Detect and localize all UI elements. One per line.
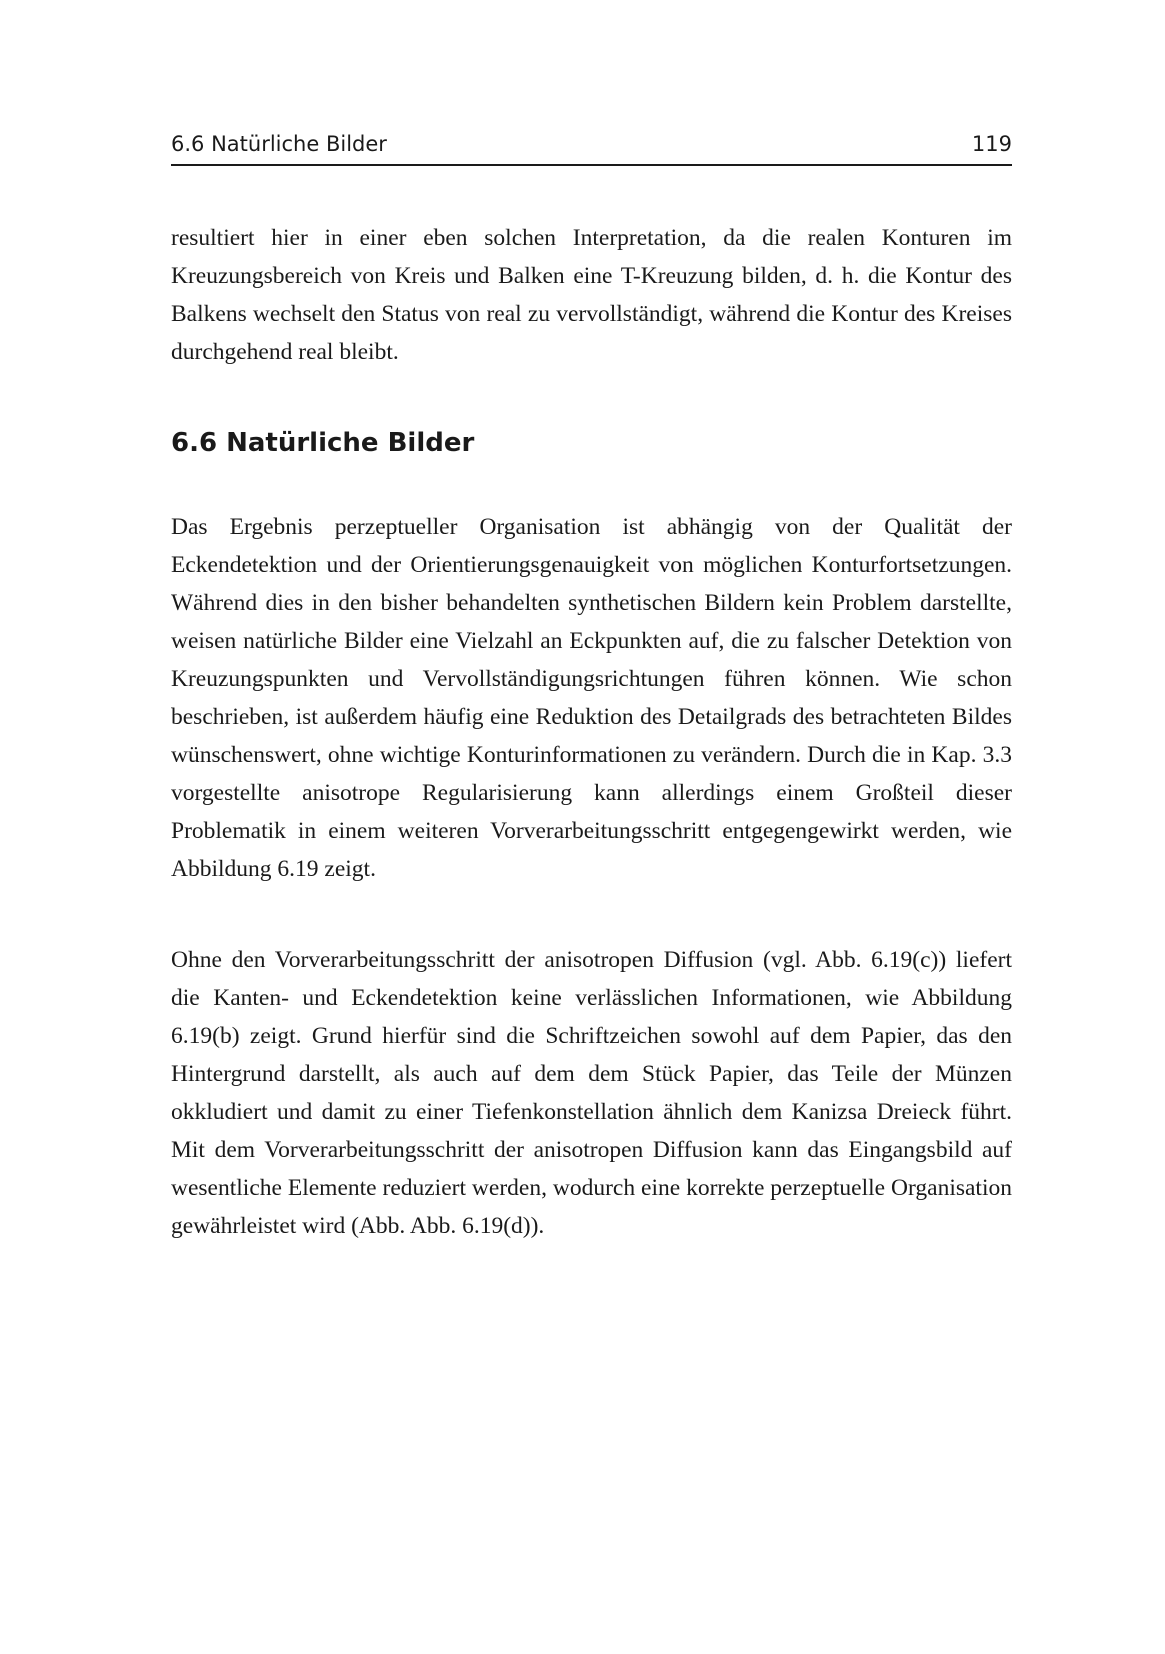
paragraph-section-2-first-line: Ohne den Vorverarbeitungsschritt der anisotropen Diffusion (vgl. Abb. 6.19(c)) [171,947,947,973]
paragraph-section-1: Das Ergebnis perzeptueller Organisation ist abhängig von der Qualität der Eckendetektion und der Orientierungsgenauigkeit von möglichen Konturfortsetzungen. Während dies in den bisher behandelten synthetischen Bildern kein Problem darstellte, weisen natürliche Bilder eine Vielzahl an Eckpunkten auf, die zu falscher Detektion von Kreuzungspunkten und Vervollständigungsrichtungen führen können. Wie schon beschrieben, ist außerdem häufig eine Reduktion des Detailgrads des betrachteten Bildes wünschenswert, ohne wichtige Konturinformationen zu verändern. Durch die in Kap. 3.3 vorgestellte anisotrope Regularisierung kann allerdings einem Großteil dieser Problematik in einem weiteren Vorverarbeitungsschritt entgegengewirkt werden, wie Abbildung 6.19 zeigt. [171,514,1012,882]
paragraph-intro: resultiert hier in einer eben solchen Interpretation, da die realen Konturen im Kreuzungsbereich von Kreis und Balken eine T-Kreuzung bilden, d. h. die Kontur des Balkens wechselt den Status von real zu vervollständigt, während die Kontur des Kreises durchgehend real bleibt. [171,225,1012,365]
page-number: 119 [971,132,1012,156]
paragraph-section-2 [171,941,1012,1245]
section-heading: 6.6 Natürliche Bilder [171,428,475,458]
paragraph-section-2-rest: liefert die Kanten- und Eckendetektion keine verlässlichen Informationen, wie Abbildung 6.19(b) zeigt. Grund hierfür sind die Schriftzeichen sowohl auf dem Papier, das den Hintergrund darstellt, als auch auf dem dem Stück Papier, das Teile der Münzen okkludiert und damit zu einer Tiefenkonstellation ähnlich dem Kanizsa Dreieck führt. Mit dem Vorverarbeitungsschritt der anisotropen Diffusion kann das Eingangsbild auf wesentliche Elemente reduziert werden, wodurch eine korrekte perzeptuelle Organisation gewährleistet wird (Abb. Abb. 6.19(d)). [171,947,1013,1239]
running-header [171,130,1012,166]
running-header-title: 6.6 Natürliche Bilder [171,132,387,156]
